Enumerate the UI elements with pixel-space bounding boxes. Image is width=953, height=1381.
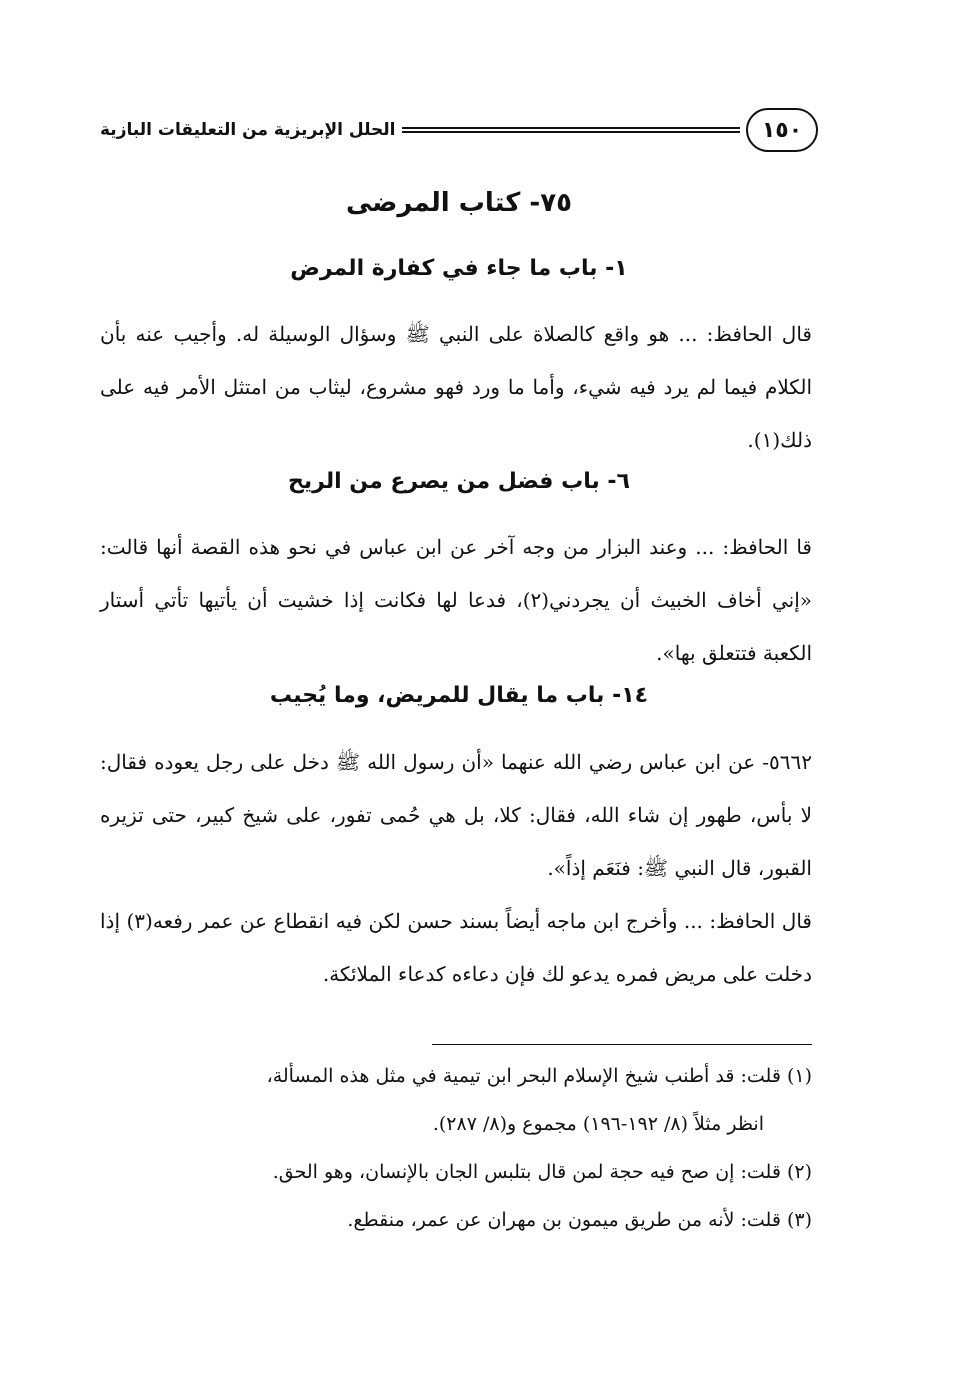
running-title: الحلل الإبريزية من التعليقات البازية	[100, 120, 396, 140]
book-title: ٧٥- كتاب المرضى	[346, 188, 572, 218]
page-number-badge: ١٥٠	[746, 108, 818, 152]
chapter-heading: ١- باب ما جاء في كفارة المرض	[290, 256, 628, 281]
footnote-2: (٢) قلت: إن صح فيه حجة لمن قال بتلبس الجان بالإنسان، وهو الحق.	[272, 1161, 812, 1183]
chapter-heading: ٦- باب فضل من يصرع من الريح	[288, 469, 630, 494]
paragraph: قال الحافظ: ... وأخرج ابن ماجه أيضاً بسند حسن لكن فيه انقطاع عن عمر رفعه(٣) إذا دخلت على مريض فمره يدعو لك فإن دعاءه كدعاء الملائكة.	[100, 909, 812, 986]
page-header	[100, 106, 818, 154]
hadith-paragraph: ٥٦٦٢- عن ابن عباس رضي الله عنهما «أن رسول الله ﷺ دخل على رجل يعوده فقال: لا بأس، طهور إن شاء الله، فقال: كلا، بل هي حُمى تفور، على شيخ كبير، حتى تزيره القبور، قال النبي ﷺ: فنَعَم إذاً».	[100, 750, 812, 880]
header-divider	[402, 127, 740, 133]
footnotes	[100, 1052, 812, 1244]
footnote-divider	[432, 1044, 812, 1045]
footnote-3: (٣) قلت: لأنه من طريق ميمون بن مهران عن عمر، منقطع.	[347, 1209, 812, 1231]
footnote-1: (١) قلت: قد أطنب شيخ الإسلام البحر ابن تيمية في مثل هذه المسألة،	[266, 1065, 812, 1087]
chapter-heading: ١٤- باب ما يقال للمريض، وما يُجيب	[269, 683, 649, 708]
paragraph: قال الحافظ: ... هو واقع كالصلاة على النبي ﷺ وسؤال الوسيلة له. وأجيب عنه بأن الكلام فيما لم يرد فيه شيء، وأما ما ورد فهو مشروع، ليثاب من امتثل الأمر فيه على ذلك(١).	[100, 322, 812, 452]
paragraph: قا الحافظ: ... وعند البزار من وجه آخر عن ابن عباس في نحو هذه القصة أنها قالت: «إني أخاف الخبيث أن يجردني(٢)، فدعا لها فكانت إذا خشيت أن يأتيها تأتي أستار الكعبة فتتعلق بها».	[100, 535, 812, 665]
footnote-1-continuation: انظر مثلاً (٨/ ١٩٢-١٩٦) مجموع و(٨/ ٢٨٧).	[432, 1113, 764, 1135]
